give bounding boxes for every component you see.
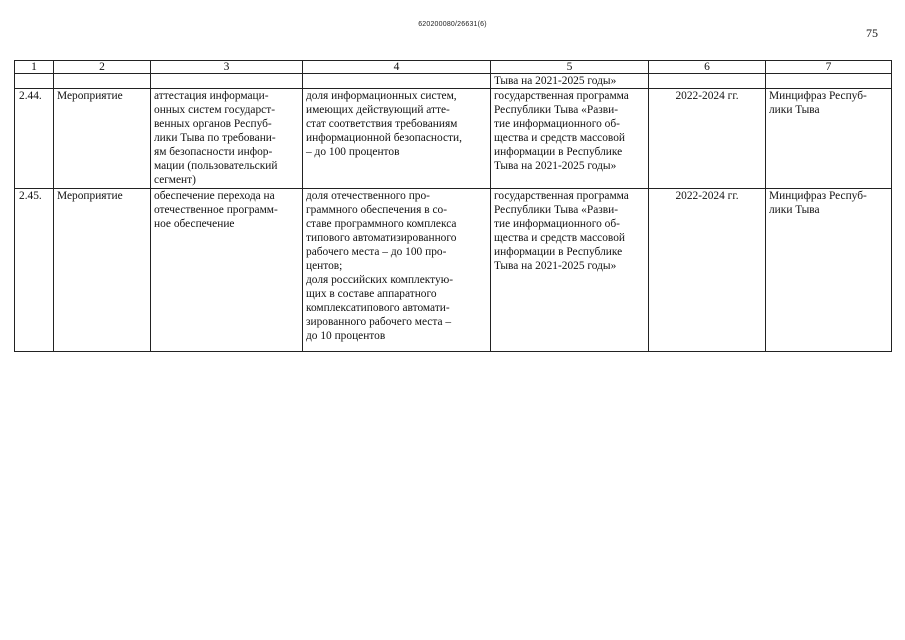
column-number: 4 — [303, 61, 491, 74]
table-cell — [649, 74, 766, 89]
state-program: государственная программа Республики Тыва «Разви- тие информационного об- щества и средств массовой информации в Республике Тыва на 2021-2025 годы» — [491, 189, 649, 352]
table-cell — [151, 74, 303, 89]
column-number: 2 — [54, 61, 151, 74]
state-program: государственная программа Республики Тыва «Разви- тие информационного об- щества и средств массовой информации в Республике Тыва на 2021-2025 годы» — [491, 89, 649, 189]
row-number: 2.44. — [15, 89, 54, 189]
table-cell — [766, 74, 892, 89]
column-number: 7 — [766, 61, 892, 74]
continuation-row — [15, 74, 892, 89]
implementation-period: 2022-2024 гг. — [649, 89, 766, 189]
implementation-period: 2022-2024 гг. — [649, 189, 766, 352]
table-cell — [303, 74, 491, 89]
document-id: 620200080/26631(6) — [418, 21, 487, 28]
responsible-executor: Минцифраз Респуб- лики Тыва — [766, 89, 892, 189]
table-cell — [15, 74, 54, 89]
page-number: 75 — [866, 26, 878, 40]
column-number: 5 — [491, 61, 649, 74]
column-number-row — [15, 61, 892, 74]
measure-indicator: доля отечественного про- граммного обеспечения в со- ставе программного комплекса типового автоматизированного рабочего места – до 100 про- центов; доля российских комплектую- щих в составе аппаратного комплексатипового автомати- зированного рабочего места – до 10 процентов — [303, 189, 491, 352]
row-type: Мероприятие — [54, 189, 151, 352]
table-row — [15, 89, 892, 189]
responsible-executor: Минцифраз Респуб- лики Тыва — [766, 189, 892, 352]
table-cell — [54, 74, 151, 89]
measures-table — [14, 60, 892, 352]
row-type: Мероприятие — [54, 89, 151, 189]
row-number: 2.45. — [15, 189, 54, 352]
column-number: 3 — [151, 61, 303, 74]
continuation-text: Тыва на 2021-2025 годы» — [491, 74, 649, 89]
column-number: 1 — [15, 61, 54, 74]
measure-name: аттестация информаци- онных систем государст- венных органов Респуб- лики Тыва по требовани- ям безопасности инфор- мации (пользовательский сегмент) — [151, 89, 303, 189]
measure-name: обеспечение перехода на отечественное программ- ное обеспечение — [151, 189, 303, 352]
column-number: 6 — [649, 61, 766, 74]
measure-indicator: доля информационных систем, имеющих действующий атте- стат соответствия требованиям информационной безопасности, – до 100 процентов — [303, 89, 491, 189]
table-row — [15, 189, 892, 352]
